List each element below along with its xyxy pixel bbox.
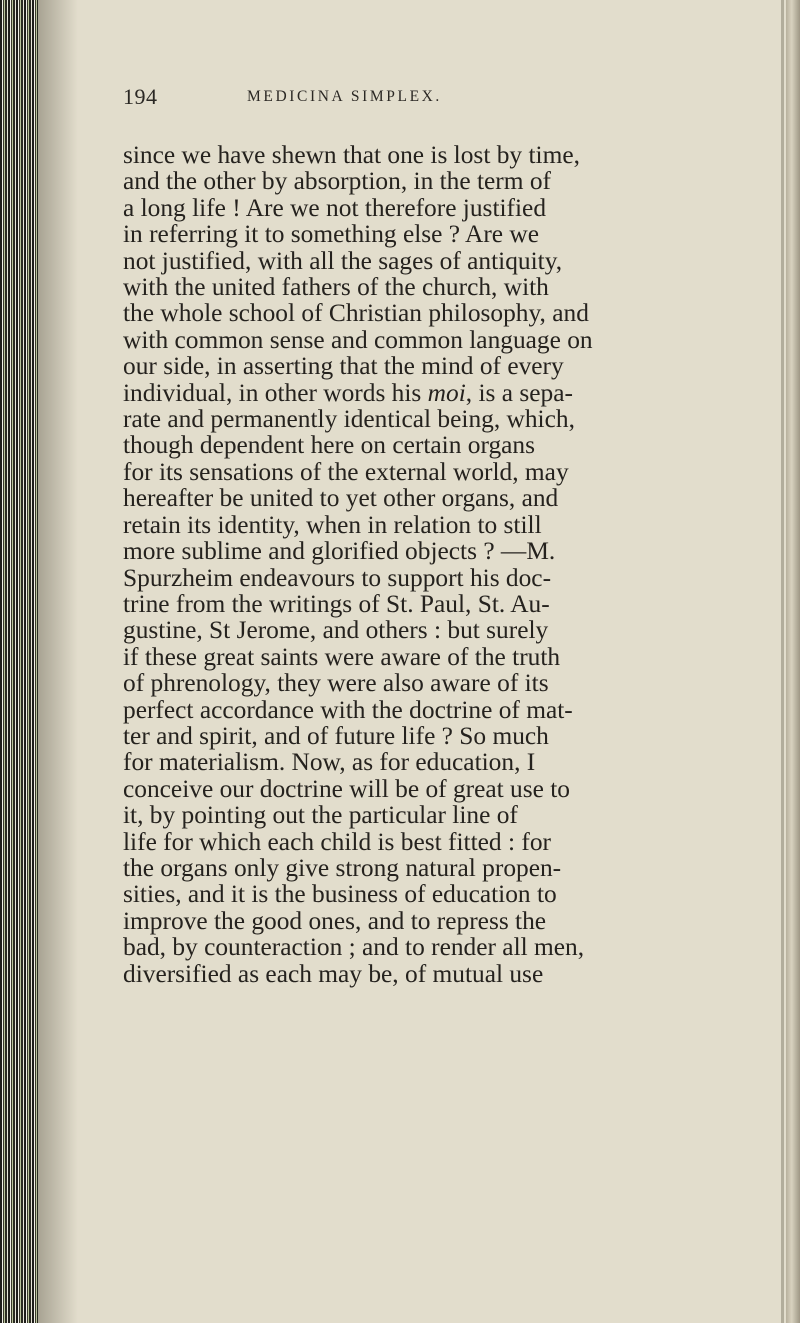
text-line: perfect accordance with the doctrine of mat- (123, 695, 573, 724)
gutter-shadow (38, 0, 78, 1323)
text-line: with common sense and common language on (123, 325, 593, 354)
text-segment: individual, in other words his (123, 378, 428, 407)
text-line: retain its identity, when in relation to still (123, 510, 542, 539)
text-line: the organs only give strong natural propen- (123, 853, 562, 882)
text-line: though dependent here on certain organs (123, 431, 535, 460)
text-line: since we have shewn that one is lost by time, (123, 141, 580, 169)
italic-word: moi (427, 378, 466, 407)
text-line: conceive our doctrine will be of great use to (123, 774, 570, 803)
page-number: 194 (123, 84, 158, 109)
text-line: a long life ! Are we not therefore justified (123, 193, 547, 222)
text-line: for its sensations of the external world, may (123, 457, 569, 486)
text-line: the whole school of Christian philosophy, and (123, 299, 589, 328)
text-segment: , is a sepa- (465, 378, 573, 407)
text-line: if these great saints were aware of the truth (123, 642, 561, 671)
text-line (123, 380, 763, 406)
text-line: sities, and it is the business of education to (123, 880, 557, 909)
text-line: in referring it to something else ? Are we (123, 220, 539, 249)
page-header (123, 84, 723, 114)
text-line: rate and permanently identical being, which, (123, 405, 575, 434)
text-line: improve the good ones, and to repress the (123, 906, 547, 935)
text-line: trine from the writings of St. Paul, St. Au- (123, 589, 550, 618)
text-line: Spurzheim endeavours to support his doc- (123, 563, 552, 592)
book-binding-edge (0, 0, 38, 1323)
text-line: not justified, with all the sages of antiquity, (123, 246, 563, 275)
text-line: bad, by counteraction ; and to render all men, (123, 933, 585, 962)
next-page-edge-line (781, 0, 784, 1323)
text-line: hereafter be united to yet other organs, and (123, 484, 559, 513)
text-line: it, by pointing out the particular line of (123, 801, 518, 830)
body-text (123, 142, 763, 987)
text-line: diversified as each may be, of mutual use (123, 959, 544, 988)
next-page-edge (786, 0, 800, 1323)
text-line: more sublime and glorified objects ? —M. (123, 537, 556, 566)
text-line: gustine, St Jerome, and others : but surely (123, 616, 549, 645)
text-line: and the other by absorption, in the term of (123, 167, 552, 196)
text-line: with the united fathers of the church, with (123, 273, 549, 302)
text-line: our side, in asserting that the mind of every (123, 352, 564, 381)
text-line: life for which each child is best fitted : for (123, 827, 551, 856)
running-head: MEDICINA SIMPLEX. (247, 88, 442, 105)
text-line: for materialism. Now, as for education, I (123, 748, 536, 777)
text-line: of phrenology, they were also aware of its (123, 669, 549, 698)
text-line: ter and spirit, and of future life ? So much (123, 721, 549, 750)
